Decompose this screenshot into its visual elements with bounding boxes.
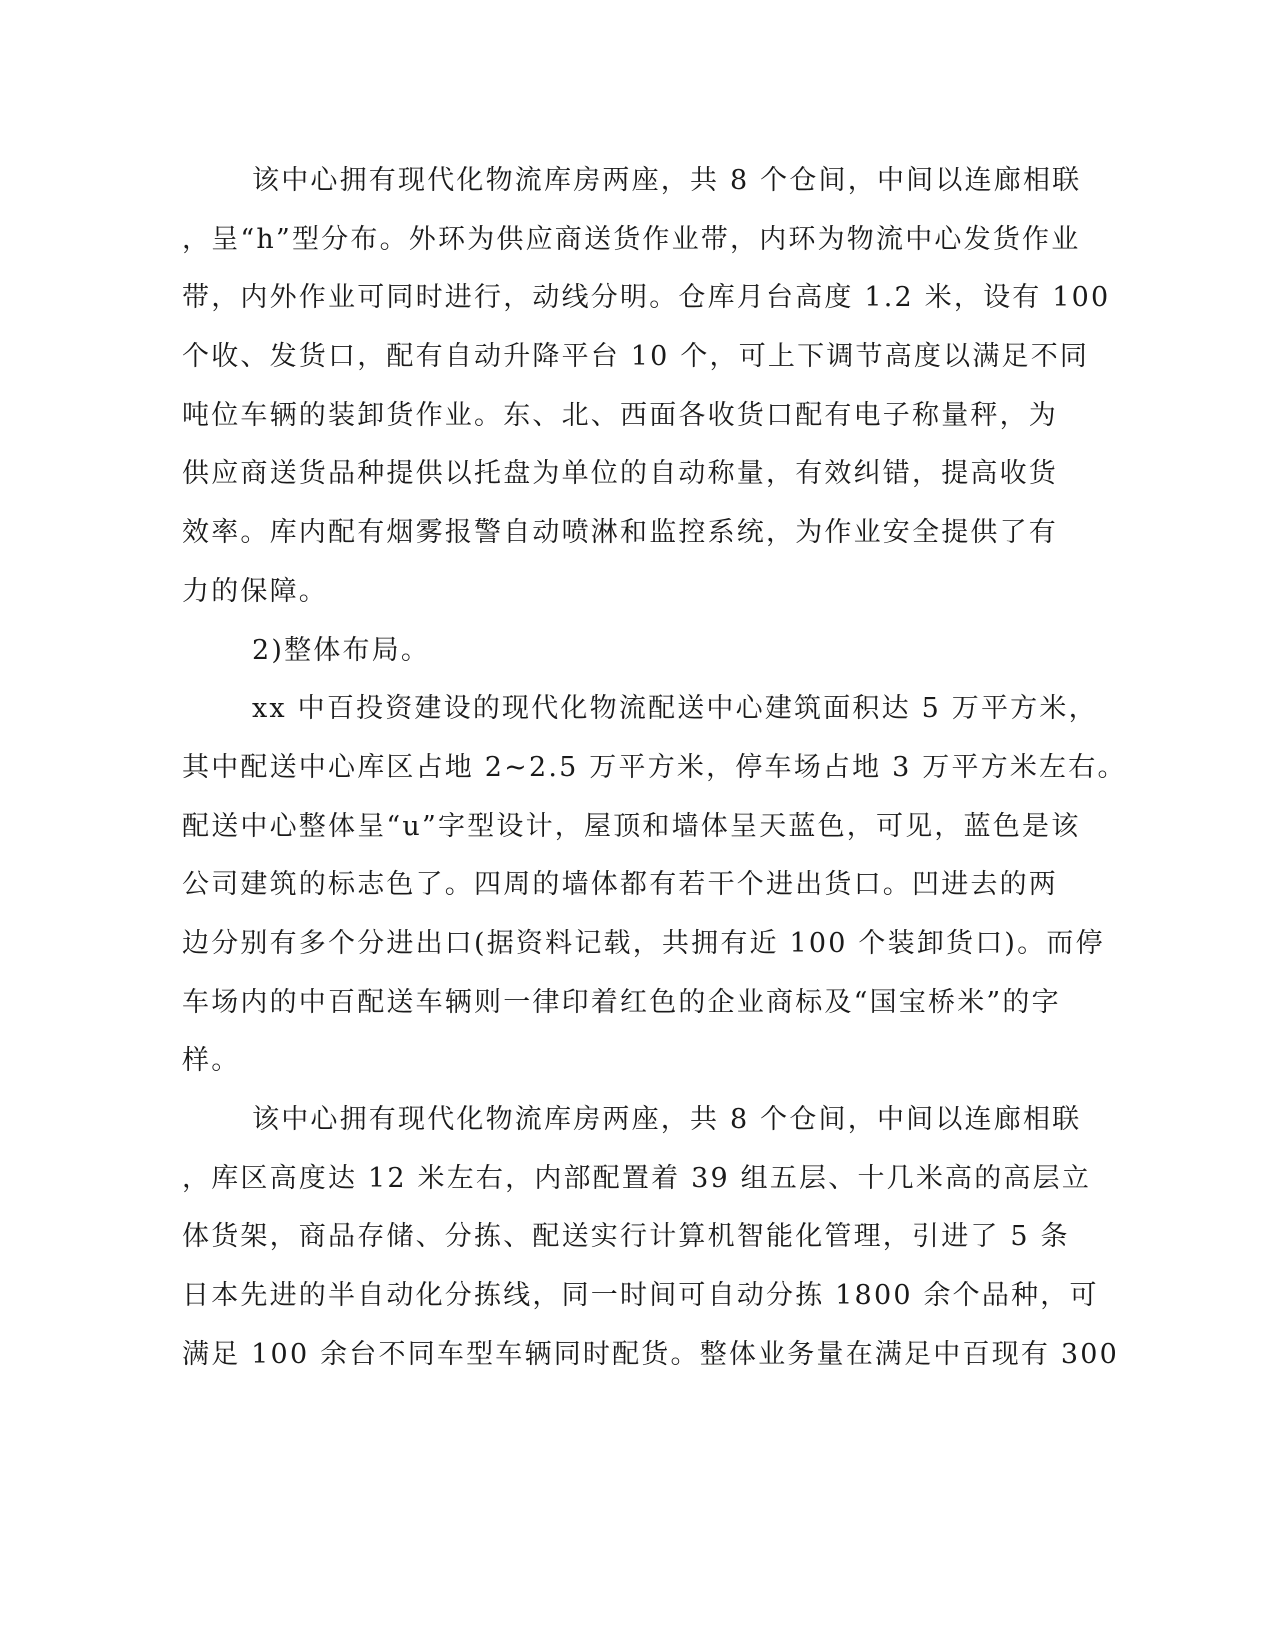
text-line: 车场内的中百配送车辆则一律印着红色的企业商标及“国宝桥米”的字 [182,986,1061,1018]
heading-line: 2)整体布局。 [252,634,431,666]
text-line: 供应商送货品种提供以托盘为单位的自动称量，有效纠错，提高收货 [182,458,1058,490]
text-line: 日本先进的半自动化分拣线，同一时间可自动分拣 1800 余个品种，可 [182,1280,1099,1312]
text-line: 边分别有多个分进出口(据资料记载，共拥有近 100 个装卸货口)。而停 [182,927,1105,959]
text-line: 该中心拥有现代化物流库房两座，共 8 个仓间，中间以连廊相联 [252,165,1082,196]
paragraph-warehouse-layout [182,152,1111,622]
text-line: ，库区高度达 12 米左右，内部配置着 39 组五层、十几米高的高层立 [182,1162,1092,1194]
paragraph-storage-system [182,1091,1120,1384]
text-line: 该中心拥有现代化物流库房两座，共 8 个仓间，中间以连廊相联 [252,1104,1082,1135]
text-line: 样。 [182,1045,241,1077]
text-line: 带，内外作业可同时进行，动线分明。仓库月台高度 1.2 米，设有 100 [182,282,1111,314]
text-line: 力的保障。 [182,575,328,607]
text-line: 吨位车辆的装卸货作业。东、北、西面各收货口配有电子称量秤，为 [182,399,1058,431]
text-line: xx 中百投资建设的现代化物流配送中心建筑面积达 5 万平方米， [252,693,1098,725]
text-line: 配送中心整体呈“u”字型设计，屋顶和墙体呈天蓝色，可见，蓝色是该 [182,810,1081,842]
text-line: 公司建筑的标志色了。四周的墙体都有若干个进出货口。凹进去的两 [182,869,1058,901]
paragraph-distribution-center [182,680,1127,1091]
section-heading-overall-layout [182,622,1038,681]
text-line: 体货架，商品存储、分拣、配送实行计算机智能化管理，引进了 5 条 [182,1221,1070,1253]
body-text [182,152,1127,1384]
text-line: 满足 100 余台不同车型车辆同时配货。整体业务量在满足中百现有 300 [182,1338,1120,1370]
text-line: 其中配送中心库区占地 2~2.5 万平方米，停车场占地 3 万平方米左右。 [182,751,1127,783]
text-line: 效率。库内配有烟雾报警自动喷淋和监控系统，为作业安全提供了有 [182,517,1058,549]
text-line: ，呈“h”型分布。外环为供应商送货作业带，内环为物流中心发货作业 [182,223,1081,255]
text-line: 个收、发货口，配有自动升降平台 10 个，可上下调节高度以满足不同 [182,341,1090,373]
